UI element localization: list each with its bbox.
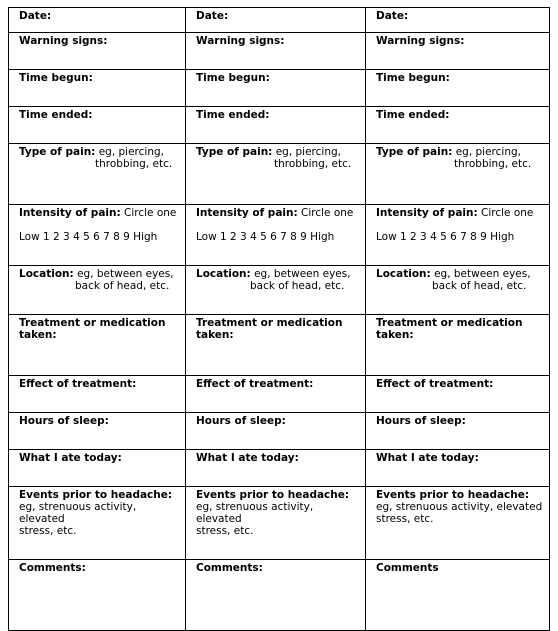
type-of-pain-hint: eg, piercing, <box>98 146 164 158</box>
ate-label: What I ate today: <box>376 452 479 464</box>
cell-warning-3[interactable] <box>366 33 550 70</box>
location-hint: eg, between eyes, <box>254 268 351 280</box>
events-label: Events prior to headache: <box>19 489 173 501</box>
treatment-label-cont: taken: <box>19 329 57 341</box>
cell-type-3[interactable] <box>366 144 550 205</box>
ate-label: What I ate today: <box>19 452 122 464</box>
row-time-ended <box>9 107 550 144</box>
events-hint: eg, strenuous activity, elevated <box>196 501 314 525</box>
cell-ate-2[interactable] <box>186 450 366 487</box>
cell-time-ended-1[interactable] <box>9 107 186 144</box>
treatment-label: Treatment or medication <box>196 317 343 329</box>
type-of-pain-hint-cont: throbbing, etc. <box>95 158 173 170</box>
intensity-scale[interactable]: Low 1 2 3 4 5 6 7 8 9 High <box>19 231 158 243</box>
intensity-hint: Circle one <box>124 207 177 219</box>
cell-warning-2[interactable] <box>186 33 366 70</box>
type-of-pain-hint: eg, piercing, <box>275 146 341 158</box>
comments-label: Comments <box>376 562 439 574</box>
cell-time-begun-3[interactable] <box>366 70 550 107</box>
row-intensity <box>9 205 550 266</box>
comments-label: Comments: <box>196 562 263 574</box>
cell-comments-2[interactable] <box>186 560 366 631</box>
row-treatment <box>9 315 550 376</box>
cell-date-2[interactable] <box>186 8 366 33</box>
location-hint-cont: back of head, etc. <box>75 280 170 292</box>
location-hint-cont: back of head, etc. <box>250 280 345 292</box>
ate-label: What I ate today: <box>196 452 299 464</box>
treatment-label-cont: taken: <box>376 329 414 341</box>
cell-ate-3[interactable] <box>366 450 550 487</box>
date-label: Date: <box>196 10 229 22</box>
sleep-label: Hours of sleep: <box>196 415 286 427</box>
date-label: Date: <box>376 10 409 22</box>
row-events <box>9 487 550 560</box>
row-type-of-pain <box>9 144 550 205</box>
cell-effect-1[interactable] <box>9 376 186 413</box>
type-of-pain-hint: eg, piercing, <box>455 146 521 158</box>
cell-intensity-1[interactable] <box>9 205 186 266</box>
location-label: Location: <box>376 268 431 280</box>
cell-date-1[interactable] <box>9 8 186 33</box>
cell-time-ended-2[interactable] <box>186 107 366 144</box>
row-sleep <box>9 413 550 450</box>
cell-time-ended-3[interactable] <box>366 107 550 144</box>
warning-signs-label: Warning signs: <box>196 35 285 47</box>
row-warning-signs <box>9 33 550 70</box>
time-begun-label: Time begun: <box>376 72 450 84</box>
cell-treatment-3[interactable] <box>366 315 550 376</box>
cell-warning-1[interactable] <box>9 33 186 70</box>
cell-sleep-3[interactable] <box>366 413 550 450</box>
intensity-label: Intensity of pain: <box>376 207 478 219</box>
location-label: Location: <box>19 268 74 280</box>
cell-ate-1[interactable] <box>9 450 186 487</box>
effect-label: Effect of treatment: <box>376 378 494 390</box>
cell-effect-3[interactable] <box>366 376 550 413</box>
cell-type-2[interactable] <box>186 144 366 205</box>
time-begun-label: Time begun: <box>19 72 93 84</box>
warning-signs-label: Warning signs: <box>19 35 108 47</box>
cell-date-3[interactable] <box>366 8 550 33</box>
cell-location-1[interactable] <box>9 266 186 315</box>
effect-label: Effect of treatment: <box>19 378 137 390</box>
location-hint: eg, between eyes, <box>77 268 174 280</box>
row-location <box>9 266 550 315</box>
events-hint: eg, strenuous activity, elevated <box>19 501 137 525</box>
events-hint-cont: stress, etc. <box>196 525 254 537</box>
type-of-pain-hint-cont: throbbing, etc. <box>274 158 352 170</box>
treatment-label-cont: taken: <box>196 329 234 341</box>
intensity-scale[interactable]: Low 1 2 3 4 5 6 7 8 9 High <box>376 231 515 243</box>
events-hint: eg, strenuous activity, elevated <box>376 501 543 513</box>
intensity-label: Intensity of pain: <box>19 207 121 219</box>
events-label: Events prior to headache: <box>196 489 350 501</box>
events-hint-cont: stress, etc. <box>376 513 434 525</box>
type-of-pain-label: Type of pain: <box>376 146 453 158</box>
sleep-label: Hours of sleep: <box>376 415 466 427</box>
date-label: Date: <box>19 10 52 22</box>
sleep-label: Hours of sleep: <box>19 415 109 427</box>
intensity-hint: Circle one <box>301 207 354 219</box>
events-hint-cont: stress, etc. <box>19 525 77 537</box>
time-begun-label: Time begun: <box>196 72 270 84</box>
cell-time-begun-1[interactable] <box>9 70 186 107</box>
cell-treatment-2[interactable] <box>186 315 366 376</box>
cell-type-1[interactable] <box>9 144 186 205</box>
effect-label: Effect of treatment: <box>196 378 314 390</box>
treatment-label: Treatment or medication <box>19 317 166 329</box>
time-ended-label: Time ended: <box>19 109 93 121</box>
cell-intensity-3[interactable] <box>366 205 550 266</box>
cell-comments-3[interactable] <box>366 560 550 631</box>
location-label: Location: <box>196 268 251 280</box>
events-label: Events prior to headache: <box>376 489 530 501</box>
cell-effect-2[interactable] <box>186 376 366 413</box>
comments-label: Comments: <box>19 562 86 574</box>
cell-events-1[interactable] <box>9 487 186 560</box>
type-of-pain-label: Type of pain: <box>196 146 273 158</box>
type-of-pain-hint-cont: throbbing, etc. <box>454 158 532 170</box>
row-time-begun <box>9 70 550 107</box>
time-ended-label: Time ended: <box>376 109 450 121</box>
cell-location-2[interactable] <box>186 266 366 315</box>
cell-events-3[interactable] <box>366 487 550 560</box>
location-hint: eg, between eyes, <box>434 268 531 280</box>
headache-diary-table <box>8 7 550 631</box>
cell-sleep-2[interactable] <box>186 413 366 450</box>
cell-intensity-2[interactable] <box>186 205 366 266</box>
time-ended-label: Time ended: <box>196 109 270 121</box>
intensity-scale[interactable]: Low 1 2 3 4 5 6 7 8 9 High <box>196 231 335 243</box>
row-comments <box>9 560 550 631</box>
cell-time-begun-2[interactable] <box>186 70 366 107</box>
warning-signs-label: Warning signs: <box>376 35 465 47</box>
type-of-pain-label: Type of pain: <box>19 146 96 158</box>
treatment-label: Treatment or medication <box>376 317 523 329</box>
intensity-label: Intensity of pain: <box>196 207 298 219</box>
location-hint-cont: back of head, etc. <box>432 280 527 292</box>
cell-events-2[interactable] <box>186 487 366 560</box>
row-effect <box>9 376 550 413</box>
cell-sleep-1[interactable] <box>9 413 186 450</box>
cell-comments-1[interactable] <box>9 560 186 631</box>
cell-treatment-1[interactable] <box>9 315 186 376</box>
row-date <box>9 8 550 33</box>
intensity-hint: Circle one <box>481 207 534 219</box>
cell-location-3[interactable] <box>366 266 550 315</box>
row-ate <box>9 450 550 487</box>
